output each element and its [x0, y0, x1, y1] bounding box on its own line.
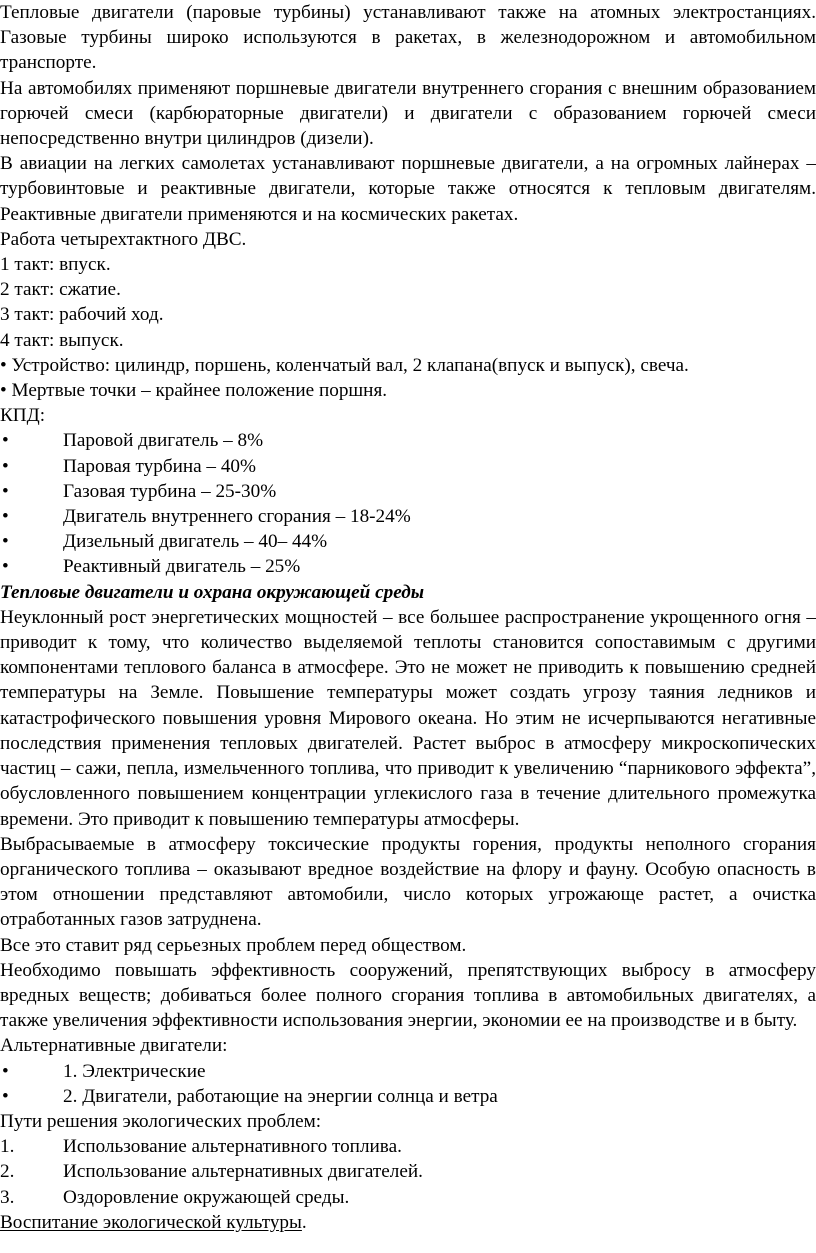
list-number: 1.: [0, 1136, 15, 1158]
list-number: 2.: [0, 1161, 15, 1183]
bullet-icon: •: [2, 531, 9, 553]
stroke-4: 4 такт: выпуск.: [0, 329, 124, 351]
closing-line-period: .: [301, 1211, 307, 1233]
list-item: [0, 1185, 816, 1210]
stroke-2: 2 такт: сжатие.: [0, 279, 121, 301]
list-item-text: 2. Двигатели, работающие на энергии солнца и ветра: [63, 1085, 498, 1107]
list-item-text: Дизельный двигатель – 40– 44%: [63, 531, 328, 553]
list-item: [0, 479, 816, 504]
list-item-text: Паровая турбина – 40%: [63, 455, 256, 477]
paragraph-problems: Все это ставит ряд серьезных проблем перед обществом.: [0, 934, 467, 956]
list-item-text: Двигатель внутреннего сгорания – 18-24%: [63, 506, 411, 528]
dead-points-line: • Мертвые точки – крайнее положение поршня.: [0, 380, 388, 402]
paragraph-aviation: В авиации на легких самолетах устанавливают поршневые двигатели, а на огромных лайнерах – турбовинтовые и реактивные двигатели, которые также относятся к тепловым двигателям. Реактивные двигатели применяются и на космических ракетах.: [0, 153, 816, 225]
bullet-icon: •: [2, 480, 9, 502]
closing-line-text: Воспитание экологической культуры: [0, 1211, 302, 1233]
list-item: [0, 554, 816, 579]
ways-list: [0, 1134, 816, 1210]
bullet-icon: •: [2, 506, 9, 528]
alt-engines-list: [0, 1059, 816, 1109]
list-item: [0, 1134, 816, 1159]
list-item-text: Реактивный двигатель – 25%: [63, 556, 301, 578]
paragraph-energy-growth: Неуклонный рост энергетических мощностей – все большее распространение укрощенного огня – приводит к тому, что количество выделяемой теплоты становится сопоставимым с другими компонентами теплового баланса в атмосфере. Это не может не приводить к повышению средней температуры на Земле. Повышение температуры может создать угрозу таяния ледников и катастрофического повышения уровня Мирового океана. Но этим не исчерпываются негативные последствия применения тепловых двигателей. Растет выброс в атмосферу микроскопических частиц – сажи, пепла, измельченного топлива, что приводит к увеличению “парникового эффекта”, обусловленного повышением концентрации углекислого газа в течение длительного промежутка времени. Это приводит к повышению температуры атмосферы.: [0, 606, 816, 830]
bullet-icon: •: [2, 455, 9, 477]
paragraph-automobiles: На автомобилях применяют поршневые двигатели внутреннего сгорания с внешним образованием горючей смеси (карбюраторные двигатели) и двигатели с образованием горючей смеси непосредственно внутри цилиндров (дизели).: [0, 77, 816, 150]
stroke-3: 3 такт: рабочий ход.: [0, 304, 164, 326]
list-item: [0, 1059, 816, 1084]
list-item: [0, 428, 816, 453]
list-item: [0, 504, 816, 529]
ways-label: Пути решения экологических проблем:: [0, 1110, 322, 1132]
work-title: Работа четырехтактного ДВС.: [0, 228, 247, 250]
list-item-text: Оздоровление окружающей среды.: [63, 1186, 350, 1208]
list-number: 3.: [0, 1186, 15, 1208]
kpd-list: [0, 428, 816, 579]
list-item: [0, 1159, 816, 1184]
section-heading-environment: Тепловые двигатели и охрана окружающей среды: [0, 581, 425, 603]
kpd-label: КПД:: [0, 405, 46, 427]
bullet-icon: •: [2, 556, 9, 578]
closing-line: [0, 1210, 816, 1235]
device-line: • Устройство: цилиндр, поршень, коленчатый вал, 2 клапана(впуск и выпуск), свеча.: [0, 354, 689, 376]
list-item-text: Использование альтернативного топлива.: [63, 1136, 402, 1158]
list-item-text: 1. Электрические: [63, 1060, 206, 1082]
stroke-1: 1 такт: впуск.: [0, 254, 111, 276]
alt-engines-label: Альтернативные двигатели:: [0, 1035, 228, 1057]
paragraph-toxic-products: Выбрасываемые в атмосферу токсические продукты горения, продукты неполного сгорания органического топлива – оказывают вредное воздействие на флору и фауну. Особую опасность в этом отношении представляют автомобили, число которых угрожающе растет, а очистка отработанных газов затруднена.: [0, 833, 816, 931]
bullet-icon: •: [2, 1085, 9, 1107]
paragraph-measures: Необходимо повышать эффективность сооружений, препятствующих выбросу в атмосферу вредных веществ; добиваться более полного сгорания топлива в автомобильных двигателях, а также увеличения эффективности использования энергии, экономии ее на производстве и в быту.: [0, 959, 816, 1032]
list-item-text: Газовая турбина – 25-30%: [63, 480, 277, 502]
bullet-icon: •: [2, 430, 9, 452]
list-item-text: Использование альтернативных двигателей.: [63, 1161, 423, 1183]
list-item: [0, 454, 816, 479]
bullet-icon: •: [2, 1060, 9, 1082]
list-item-text: Паровой двигатель – 8%: [63, 430, 264, 452]
list-item: [0, 529, 816, 554]
paragraph-steam-turbines: Тепловые двигатели (паровые турбины) устанавливают также на атомных электростанциях. Газовые турбины широко используются в ракетах, в железнодорожном и автомобильном транспорте.: [0, 2, 816, 74]
list-item: [0, 1084, 816, 1109]
